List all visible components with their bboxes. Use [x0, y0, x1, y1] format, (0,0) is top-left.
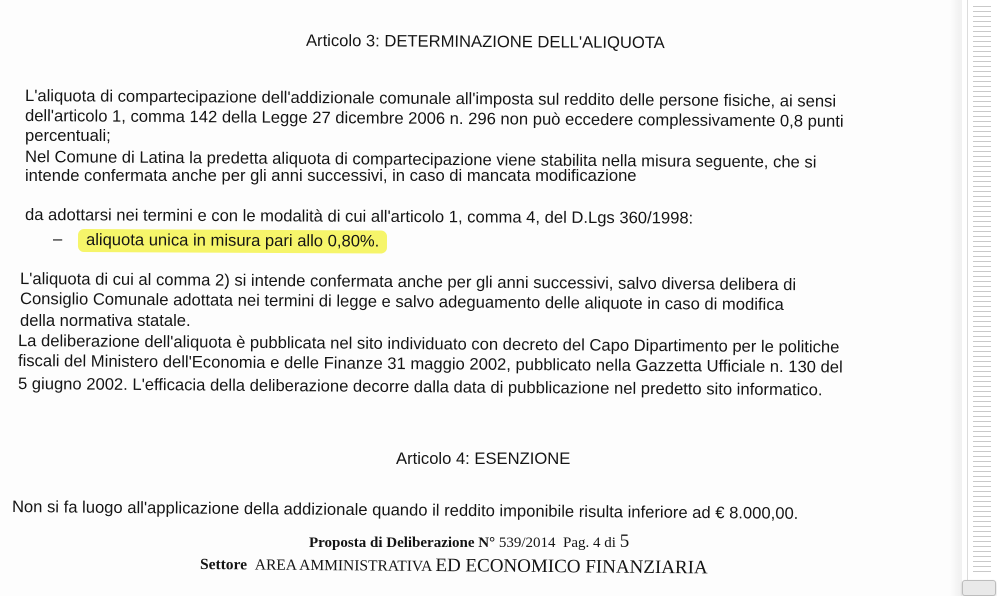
settore-value-a: AREA AMMINISTRATIVA — [254, 556, 432, 576]
scroll-down-button[interactable] — [962, 580, 996, 596]
paragraph-4-line-2: fiscali del Ministero dell'Economia e delle Finanze 31 maggio 2002, pubblicato nella Gazzetta Ufficiale n. 130 del — [17, 351, 843, 377]
paragraph-5: Non si fa luogo all'applicazione della addizionale quando il reddito imponibile risulta inferiore ad € 8.000,00. — [11, 497, 799, 523]
footer-proposta — [309, 531, 629, 553]
paragraph-3-line-2: Consiglio Comunale adottata nei termini di legge e salvo adeguamento delle aliquote in caso di modifica — [19, 289, 784, 314]
article-3-title: Articolo 3: DETERMINAZIONE DELL'ALIQUOTA — [305, 30, 665, 53]
paragraph-4-line-1: La deliberazione dell'aliquota è pubblicata nel sito individuato con decreto del Capo Dipartimento per le politiche — [17, 331, 840, 357]
paragraph-4-line-3: 5 giugno 2002. L'efficacia della deliberazione decorre dalla data di pubblicazione nel predetto sito informatico. — [17, 374, 823, 400]
paragraph-1-line-1: L'aliquota di compartecipazione dell'addizionale comunale all'imposta sul reddito delle persone fisiche, ai sensi — [24, 86, 837, 111]
paragraph-2-line-1: Nel Comune di Latina la predetta aliquota di compartecipazione viene stabilita nella misura seguente, che si — [24, 147, 817, 172]
scan-edge-shadow — [950, 0, 962, 596]
paragraph-1-line-3: percentuali; — [25, 126, 111, 145]
footer-settore — [200, 553, 708, 579]
paragraph-3-line-1: L'aliquota di cui al comma 2) si intende confermata anche per gli anni successivi, salvo diversa delibera di — [19, 269, 797, 295]
bullet-dash: – — [53, 229, 63, 248]
page-total: 5 — [619, 531, 630, 552]
paragraph-2-line-3: da adottarsi nei termini e con le modalità di cui all'articolo 1, comma 4, del D.Lgs 360/1998: — [24, 205, 694, 228]
proposta-number: 539/2014 — [498, 535, 556, 551]
ruler-ticks — [973, 6, 991, 576]
paragraph-1-line-2: dell'articolo 1, comma 142 della Legge 27 dicembre 2006 n. 296 non può eccedere complessivamente 0,8 punti — [24, 106, 844, 131]
article-4-title: Articolo 4: ESENZIONE — [396, 449, 571, 468]
proposta-label: Proposta di Deliberazione N° — [309, 535, 496, 551]
highlight-marker: aliquota unica in misura pari allo 0,80%. — [78, 229, 387, 254]
bullet-item-highlighted — [86, 230, 387, 251]
settore-value-b: ED ECONOMICO FINANZIARIA — [435, 555, 708, 579]
paragraph-2-line-2: intende confermata anche per gli anni successivi, in caso di mancata modificazione — [25, 166, 637, 185]
settore-label: Settore — [199, 556, 248, 574]
paragraph-3-line-3: della normativa statale. — [20, 311, 191, 330]
page-label: Pag. 4 di — [563, 535, 616, 551]
